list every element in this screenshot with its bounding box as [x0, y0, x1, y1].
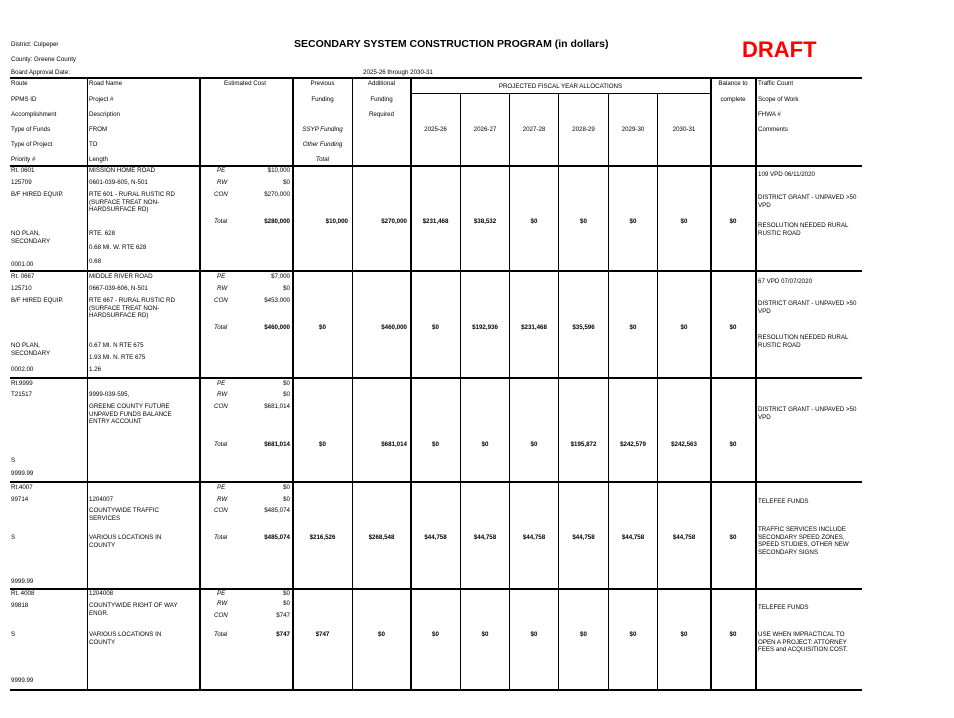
year-value: $44,758 [424, 534, 447, 541]
previous-funding: $10,000 [325, 218, 348, 225]
con-value: $485,074 [264, 507, 290, 514]
rw-value: $0 [283, 285, 290, 292]
accomplishment: B/F HIRED EQUIP. [11, 191, 64, 198]
pe-value: $0 [283, 484, 290, 491]
type-of-project: SECONDARY [11, 350, 51, 357]
previous-funding: $0 [319, 324, 326, 331]
route: Rt. 0667 [11, 273, 35, 280]
rw-label: RW [217, 496, 228, 503]
year-value: $0 [629, 218, 637, 225]
header-previous-2: Funding [311, 96, 334, 103]
header-other-funding: Other Funding [302, 141, 343, 148]
rw-value: $0 [283, 600, 290, 607]
pe-value: $0 [283, 590, 290, 597]
year-value: $44,758 [572, 534, 595, 541]
priority: 9999.99 [11, 677, 34, 684]
pe-value: $10,000 [267, 167, 290, 174]
total-value: $747 [276, 631, 290, 638]
con-label: CON [214, 612, 228, 619]
header-additional-2: Funding [370, 96, 393, 103]
header-estimated-cost: Estimated Cost [224, 80, 266, 87]
project-number: COUNTYWIDE RIGHT OF WAY ENGR. [89, 602, 178, 617]
description: GREENE COUNTY FUTURE UNPAVED FUNDS BALANCE ENTRY ACCOUNT [89, 403, 172, 425]
year-value: $242,563 [671, 441, 697, 448]
project-number: 0601-039-605, N-501 [89, 179, 148, 186]
header-projected: PROJECTED FISCAL YEAR ALLOCATIONS [498, 83, 623, 90]
additional-funding: $268,548 [368, 534, 395, 541]
scope: DISTRICT GRANT - UNPAVED >50 VPD [758, 194, 857, 209]
year-value: $192,936 [472, 324, 498, 331]
total-value: $460,000 [264, 324, 290, 331]
header-year: 2030-31 [672, 126, 696, 133]
header-route: Route [11, 80, 28, 87]
header-traffic-count: Traffic Count [758, 80, 794, 87]
total-label: Total [214, 441, 228, 448]
pe-label: PE [217, 380, 226, 387]
balance-value: $0 [729, 441, 737, 448]
project-number: 9999-039-595, [89, 391, 130, 398]
page-title: SECONDARY SYSTEM CONSTRUCTION PROGRAM (in dollars) [294, 38, 609, 50]
header-to: TO [89, 141, 98, 148]
scope: DISTRICT GRANT - UNPAVED >50 VPD [758, 406, 857, 421]
year-value: $44,758 [621, 534, 645, 541]
route: Rt.9999 [11, 380, 33, 387]
header-type-funds: Type of Funds [11, 126, 51, 133]
year-value: $0 [680, 631, 688, 638]
year-value: $231,468 [422, 218, 449, 225]
additional-funding: $0 [378, 631, 385, 638]
year-value: $195,872 [570, 441, 597, 448]
pe-label: PE [217, 484, 226, 491]
priority: 0002.00 [11, 366, 34, 373]
length: 0.68 [89, 258, 102, 265]
header-from: FROM [89, 126, 108, 133]
length: 1.26 [89, 366, 102, 373]
from: VARIOUS LOCATIONS IN COUNTY [89, 631, 162, 646]
header-description: Description [89, 111, 120, 118]
comments: USE WHEN IMPRACTICAL TO OPEN A PROJECT: ATTORNEY FEES and ACQUISITION COST. [758, 631, 848, 653]
from: RTE. 628 [89, 230, 116, 237]
scope: DISTRICT GRANT - UNPAVED >50 VPD [758, 300, 857, 315]
rw-label: RW [217, 600, 228, 607]
year-value: $231,468 [521, 324, 547, 331]
rw-label: RW [217, 179, 228, 186]
type-of-project: SECONDARY [11, 238, 51, 245]
header-balance-2: complete [720, 96, 746, 103]
ppms-id: 125710 [11, 285, 32, 292]
balance-value: $0 [729, 324, 737, 331]
year-value: $35,596 [572, 324, 595, 331]
balance-value: $0 [729, 218, 737, 225]
header-ssyp-funding: SSYP Funding [302, 126, 343, 133]
from: VARIOUS LOCATIONS IN COUNTY [89, 534, 162, 549]
year-value: $0 [629, 631, 637, 638]
type-of-funds: S [11, 457, 16, 464]
total-value: $280,000 [264, 218, 290, 225]
header-accomplishment: Accomplishment [11, 111, 57, 118]
previous-funding: $0 [319, 441, 326, 448]
header-type-project: Type of Project [11, 141, 53, 148]
con-label: CON [214, 297, 228, 304]
total-label: Total [214, 218, 228, 225]
ppms-id: T21517 [11, 391, 32, 398]
comments: TRAFFIC SERVICES INCLUDE SECONDARY SPEED ZONES, SPEED STUDIES, OTHER NEW SECONDARY SIGNS [758, 526, 849, 556]
header-road-name: Road Name [89, 80, 123, 87]
total-label: Total [214, 534, 228, 541]
scope: TELEFEE FUNDS [758, 604, 809, 611]
total-value: $485,074 [264, 534, 290, 541]
header-additional-3: Required [368, 111, 395, 118]
traffic-count: 67 VPD 07/07/2020 [758, 278, 813, 285]
con-label: CON [214, 507, 228, 514]
con-label: CON [214, 191, 228, 198]
year-value: $0 [432, 631, 439, 638]
traffic-count: 109 VPD 06/11/2020 [758, 171, 815, 178]
from: 0.67 MI. N RTE 675 [89, 342, 144, 349]
accomplishment: B/F HIRED EQUIP. [11, 297, 64, 304]
priority: 9999.99 [11, 578, 34, 585]
year-value: $0 [481, 441, 489, 448]
year-value: $0 [432, 441, 439, 448]
route: Rt. 0601 [11, 167, 35, 174]
header-previous-1: Previous [310, 80, 335, 87]
description: RTE 667 - RURAL RUSTIC RD (SURFACE TREAT NON-HARDSURFACE RD) [89, 297, 175, 319]
header-year: 2028-29 [572, 126, 595, 133]
year-value: $44,758 [672, 534, 696, 541]
total-label: Total [214, 324, 228, 331]
header-balance-1: Balance to [718, 80, 748, 87]
year-value: $44,758 [473, 534, 497, 541]
priority: 9999.99 [11, 470, 34, 477]
pe-value: $7,000 [271, 273, 290, 280]
additional-funding: $681,014 [381, 441, 407, 448]
header-year: 2025-26 [424, 126, 447, 133]
additional-funding: $460,000 [381, 324, 407, 331]
road-name: MISSION HOME ROAD [89, 167, 156, 174]
type-of-funds: S [11, 534, 16, 541]
con-value: $270,000 [264, 191, 290, 198]
total-value: $681,014 [264, 441, 290, 448]
priority: 0001.00 [11, 261, 34, 268]
additional-funding: $270,000 [381, 218, 407, 225]
county-label: County: Greene County [11, 56, 77, 63]
year-value: $0 [530, 218, 538, 225]
header-comments: Comments [758, 126, 788, 133]
year-value: $0 [580, 631, 587, 638]
con-value: $747 [276, 612, 290, 619]
period-label: 2025-26 through 2030-31 [363, 69, 433, 76]
comments: RESOLUTION NEEDED RURAL RUSTIC ROAD [758, 222, 849, 237]
rw-label: RW [217, 285, 228, 292]
pe-label: PE [217, 590, 226, 597]
rw-value: $0 [283, 496, 290, 503]
pe-label: PE [217, 273, 226, 280]
route: Rt. 4008 [11, 590, 35, 597]
ppms-id: 99714 [11, 496, 29, 503]
previous-funding: $216,526 [309, 534, 336, 541]
road-name: 1204007 [89, 496, 114, 503]
previous-funding: $747 [315, 631, 330, 638]
road-name: MIDDLE RIVER ROAD [89, 273, 153, 280]
balance-value: $0 [729, 631, 737, 638]
header-length: Length [89, 156, 108, 163]
year-value: $38,532 [473, 218, 497, 225]
header-year: 2029-30 [621, 126, 645, 133]
scope: TELEFEE FUNDS [758, 498, 809, 505]
board-approval-label: Board Approval Date: [11, 69, 70, 76]
road-name: 1204008 [89, 590, 114, 597]
header-project-num: Project # [89, 96, 114, 103]
year-value: $0 [432, 324, 439, 331]
total-label: Total [214, 631, 228, 638]
header-additional-1: Additional [367, 80, 396, 87]
description: RTE 601 - RURAL RUSTIC RD (SURFACE TREAT NON-HARDSURFACE RD) [89, 191, 175, 213]
header-priority: Priority # [11, 156, 36, 163]
pe-value: $0 [283, 380, 290, 387]
ppms-id: 125709 [11, 179, 32, 186]
header-year: 2027-28 [522, 126, 546, 133]
header-scope: Scope of Work [758, 96, 799, 103]
year-value: $0 [530, 441, 538, 448]
year-value: $0 [481, 631, 489, 638]
con-value: $453,000 [264, 297, 290, 304]
project-number: 0667-039-606, N-501 [89, 285, 148, 292]
header-ppms: PPMS ID [11, 96, 37, 103]
ppms-id: 99818 [11, 602, 29, 609]
header-total: Total [315, 156, 330, 163]
type-of-funds: NO PLAN, [11, 230, 40, 237]
to: 0.68 MI. W. RTE 628 [89, 244, 147, 251]
year-value: $0 [580, 218, 587, 225]
balance-value: $0 [729, 534, 737, 541]
year-value: $0 [530, 631, 538, 638]
year-value: $44,758 [522, 534, 546, 541]
route: Rt.4007 [11, 484, 33, 491]
con-value: $681,014 [264, 403, 290, 410]
year-value: $242,579 [620, 441, 646, 448]
year-value: $0 [629, 324, 637, 331]
rw-value: $0 [283, 179, 290, 186]
draft-watermark: DRAFT [742, 37, 817, 62]
district-label: District: Culpeper [11, 41, 59, 48]
rw-value: $0 [283, 391, 290, 398]
type-of-funds: S [11, 631, 16, 638]
year-value: $0 [680, 218, 688, 225]
to: 1.93 MI. N. RTE 675 [89, 354, 146, 361]
type-of-funds: NO PLAN, [11, 342, 40, 349]
pe-label: PE [217, 167, 226, 174]
header-year: 2026-27 [473, 126, 497, 133]
comments: RESOLUTION NEEDED RURAL RUSTIC ROAD [758, 334, 849, 349]
project-number: COUNTYWIDE TRAFFIC SERVICES [89, 507, 160, 522]
rw-label: RW [217, 391, 228, 398]
year-value: $0 [680, 324, 688, 331]
con-label: CON [214, 403, 228, 410]
header-fhwa: FHWA # [758, 111, 781, 118]
